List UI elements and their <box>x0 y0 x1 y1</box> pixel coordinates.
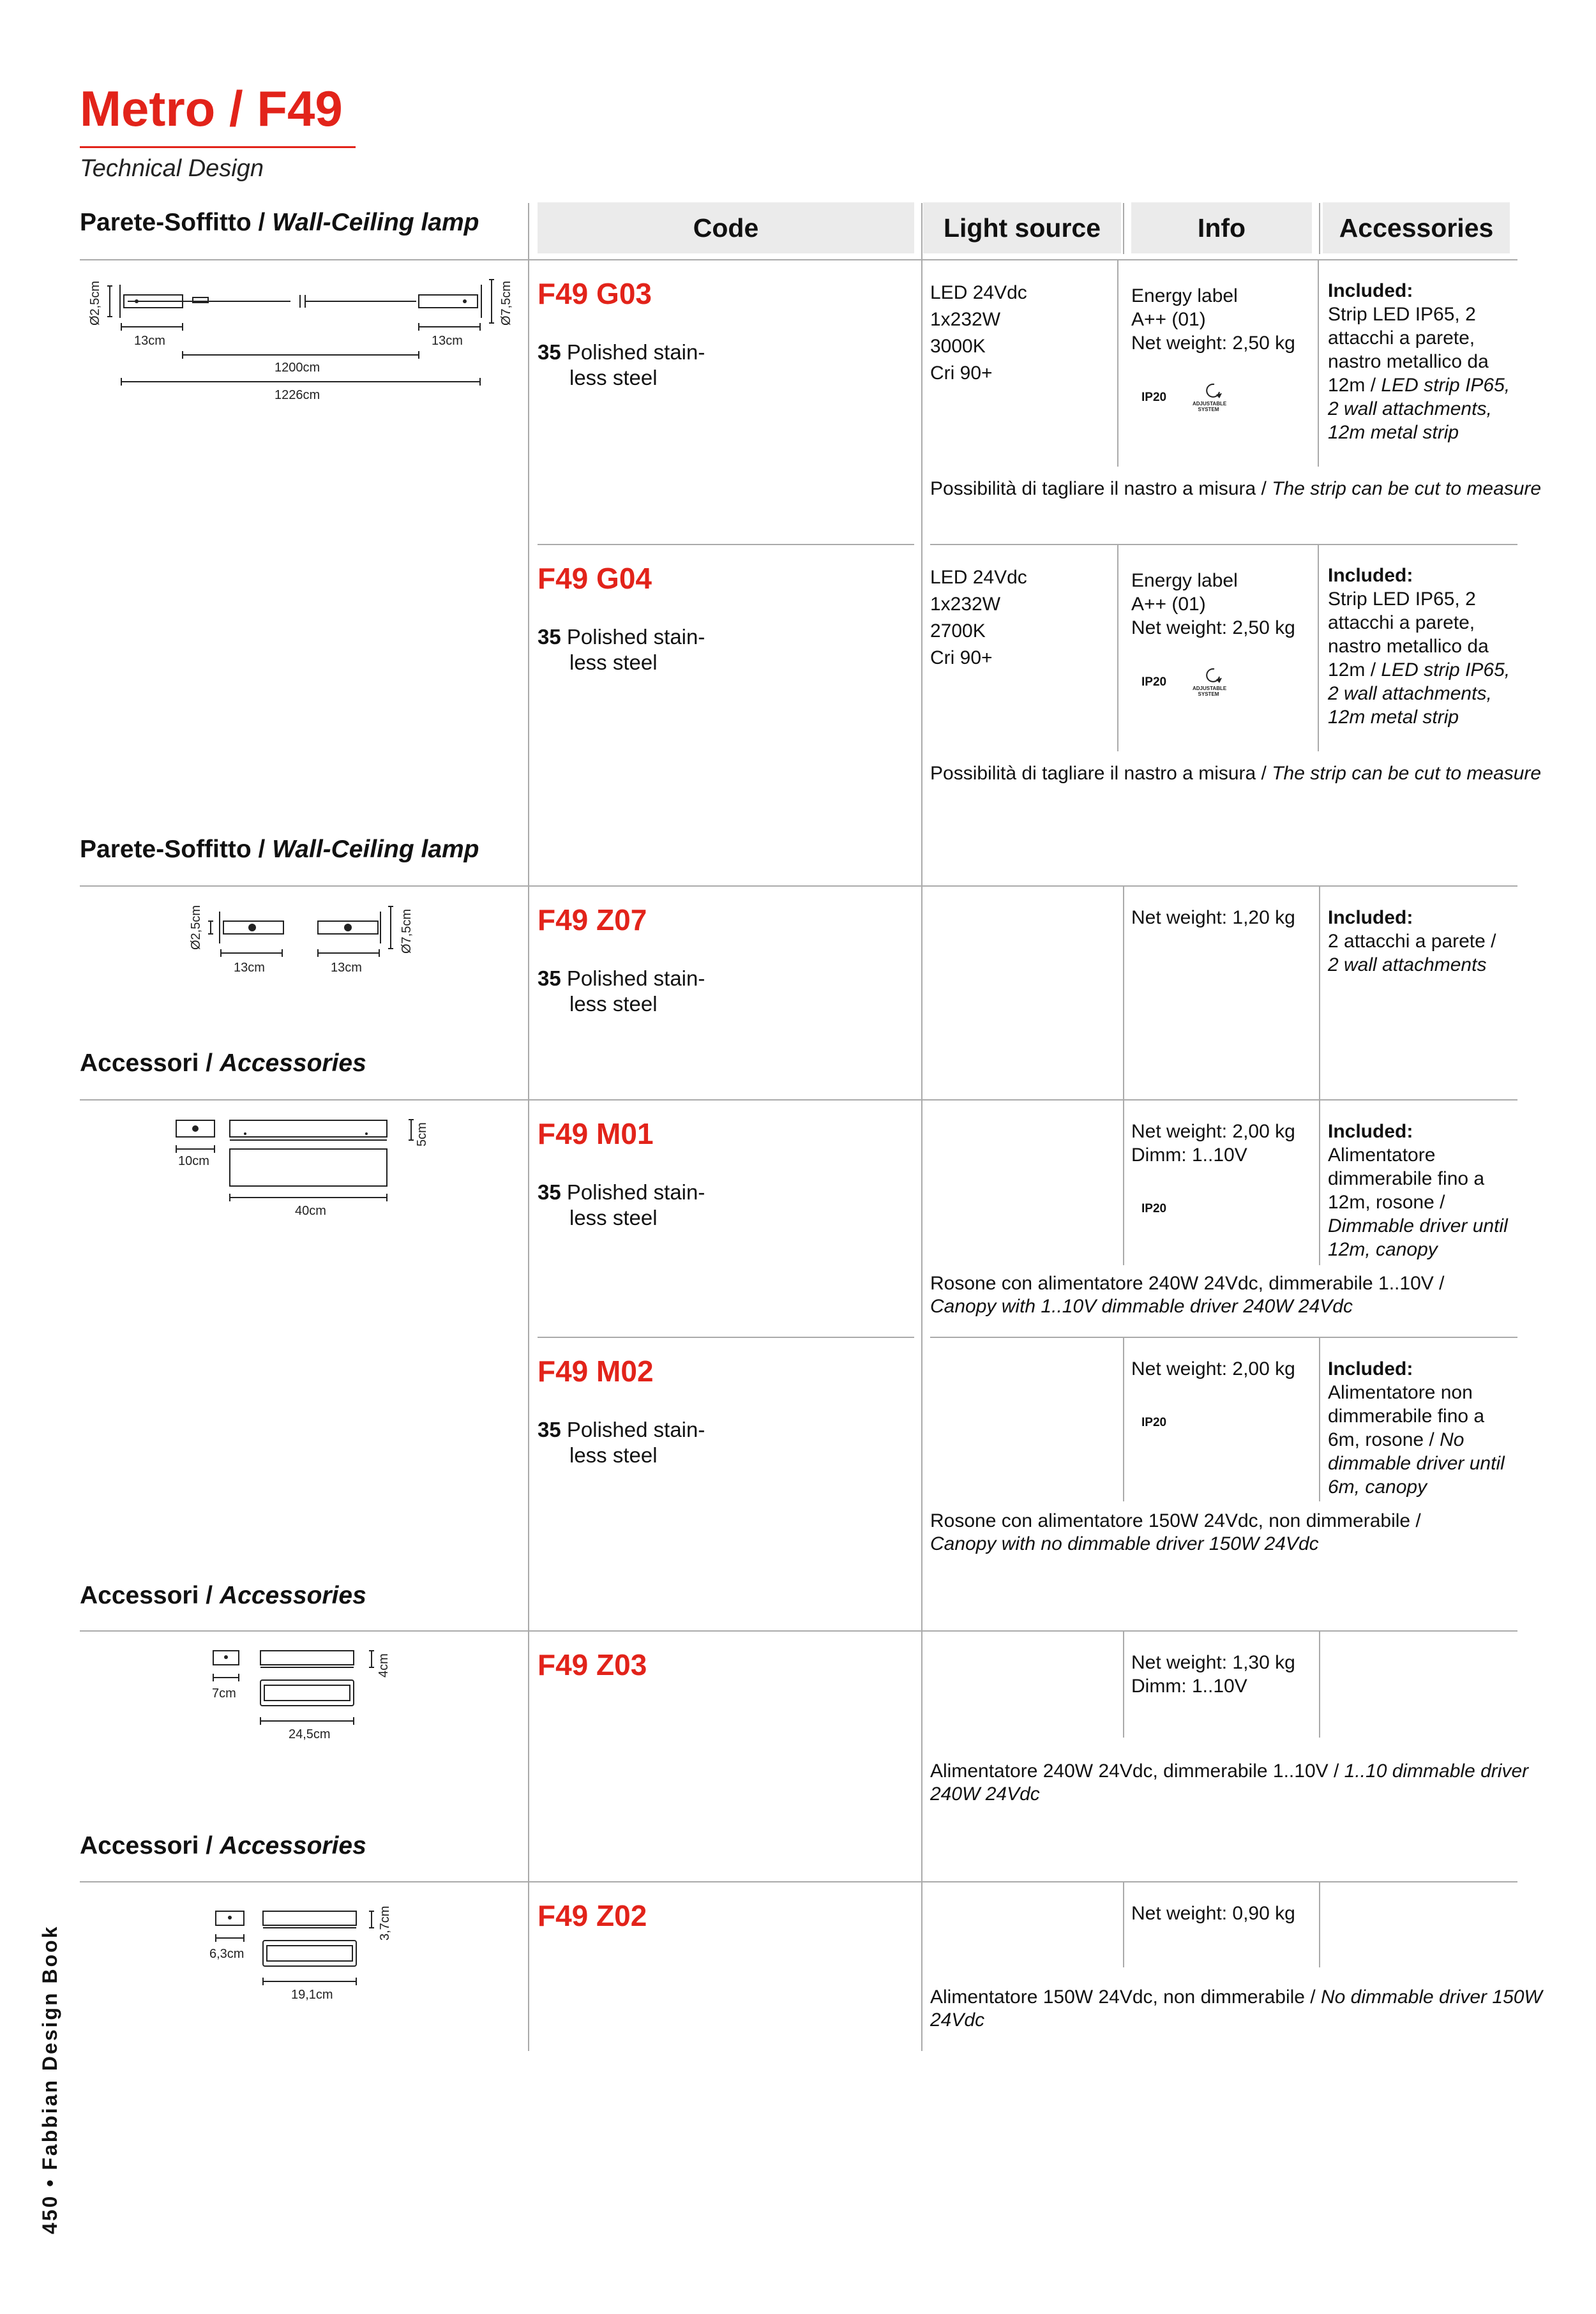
page-subtitle: Technical Design <box>80 155 264 182</box>
product-note: Alimentatore 240W 24Vdc, dimmerabile 1..10V / 1..10 dimmable driver 240W 24Vdc <box>930 1761 1529 1805</box>
product-code: F49 Z02 <box>538 1899 647 1932</box>
row-divider <box>80 1099 1517 1101</box>
title-underline <box>80 146 356 148</box>
row-divider <box>80 259 1517 260</box>
cell-divider <box>1318 259 1319 467</box>
info-list: Net weight: 1,30 kg Dimm: 1..10V <box>1131 1652 1295 1697</box>
light-source-list: LED 24Vdc 1x232W 2700K Cri 90+ <box>930 567 1027 668</box>
row-divider <box>80 1630 1517 1632</box>
column-header-info: Info <box>1131 202 1312 253</box>
cell-divider <box>1319 1337 1320 1501</box>
cell-divider <box>1319 1881 1320 1967</box>
section-label-wall-ceiling: Parete-Soffitto / Wall-Ceiling lamp <box>80 836 479 863</box>
info-list: Net weight: 2,00 kg <box>1131 1358 1295 1379</box>
product-code: F49 M02 <box>538 1355 654 1388</box>
row-divider <box>930 544 1517 545</box>
row-divider <box>930 1337 1517 1338</box>
page-footer: 450 • Fabbian Design Book <box>38 1925 61 2234</box>
divider-code-light <box>921 203 922 2051</box>
column-header-light-source: Light source <box>923 202 1121 253</box>
accessories-text: Included: Strip LED IP65, 2 attacchi a parete, nastro metallico da 12m / LED strip IP65, 2 wall attachments, 12m metal strip <box>1328 565 1510 728</box>
row-divider <box>80 1881 1517 1882</box>
light-source-list: LED 24Vdc 1x232W 3000K Cri 90+ <box>930 282 1027 384</box>
divider-header <box>1123 203 1124 254</box>
product-note: Rosone con alimentatore 150W 24Vdc, non dimmerabile / Canopy with no dimmable driver 150W 24Vdc <box>930 1510 1421 1554</box>
cell-divider <box>1123 1630 1124 1738</box>
cell-divider <box>1117 259 1118 467</box>
finish-description: 35 Polished stain- less steel <box>538 1418 705 1467</box>
section-label-accessories: Accessori / Accessories <box>80 1049 366 1077</box>
cell-divider <box>1319 1630 1320 1738</box>
product-note: Alimentatore 150W 24Vdc, non dimmerabile / No dimmable driver 150W 24Vdc <box>930 1987 1542 2031</box>
accessories-text: Included: Alimentatore dimmerabile fino a 12m, rosone / Dimmable driver until 12m, canopy <box>1328 1121 1508 1260</box>
accessories-text: Included: Strip LED IP65, 2 attacchi a parete, nastro metallico da 12m / LED strip IP65, 2 wall attachments, 12m metal strip <box>1328 280 1510 443</box>
column-header-accessories: Accessories <box>1323 202 1510 253</box>
ip-rating: IP20 <box>1141 1416 1167 1429</box>
cell-divider <box>1117 544 1118 751</box>
section-label-accessories: Accessori / Accessories <box>80 1832 366 1859</box>
ip-rating: IP20 <box>1141 675 1167 689</box>
row-divider <box>538 1337 914 1338</box>
cell-divider <box>1123 1099 1124 1265</box>
product-note: Rosone con alimentatore 240W 24Vdc, dimmerabile 1..10V / Canopy with 1..10V dimmable driver 240W 24Vdc <box>930 1273 1445 1317</box>
accessories-text: Included: Alimentatore non dimmerabile fino a 6m, rosone / No dimmable driver until 6m, canopy <box>1328 1358 1505 1498</box>
product-code: F49 Z07 <box>538 903 647 936</box>
row-divider <box>538 544 914 545</box>
product-code: F49 G04 <box>538 562 652 595</box>
product-code: F49 G03 <box>538 277 652 310</box>
finish-description: 35 Polished stain- less steel <box>538 625 705 674</box>
product-code: F49 Z03 <box>538 1648 647 1681</box>
cell-divider <box>1123 1881 1124 1967</box>
cell-divider <box>1319 885 1320 1099</box>
section-label-wall-ceiling: Parete-Soffitto / Wall-Ceiling lamp <box>80 209 479 236</box>
ip-rating: IP20 <box>1141 391 1167 404</box>
info-list: Net weight: 1,20 kg <box>1131 907 1295 928</box>
row-divider <box>80 885 1517 887</box>
column-header-code: Code <box>538 202 914 253</box>
product-code: F49 M01 <box>538 1117 654 1150</box>
cell-divider <box>1123 885 1124 1099</box>
divider-image-code <box>528 203 529 2051</box>
info-list: Net weight: 2,00 kg Dimm: 1..10V <box>1131 1121 1295 1166</box>
finish-description: 35 Polished stain- less steel <box>538 340 705 389</box>
product-note: Possibilità di tagliare il nastro a misura / The strip can be cut to measure <box>930 763 1542 784</box>
accessories-text: Included: 2 attacchi a parete / 2 wall attachments <box>1328 907 1496 975</box>
info-list: Net weight: 0,90 kg <box>1131 1903 1295 1924</box>
section-label-accessories: Accessori / Accessories <box>80 1582 366 1609</box>
cell-divider <box>1123 1337 1124 1501</box>
divider-header <box>1319 203 1320 254</box>
product-note: Possibilità di tagliare il nastro a misura / The strip can be cut to measure <box>930 478 1542 499</box>
cell-divider <box>1318 544 1319 751</box>
info-list: Energy label A++ (01) Net weight: 2,50 kg <box>1131 570 1295 638</box>
page-title: Metro / F49 <box>80 80 343 137</box>
finish-description: 35 Polished stain- less steel <box>538 1180 705 1229</box>
finish-description: 35 Polished stain- less steel <box>538 966 705 1016</box>
ip-rating: IP20 <box>1141 1202 1167 1215</box>
cell-divider <box>1319 1099 1320 1265</box>
info-list: Energy label A++ (01) Net weight: 2,50 kg <box>1131 285 1295 354</box>
